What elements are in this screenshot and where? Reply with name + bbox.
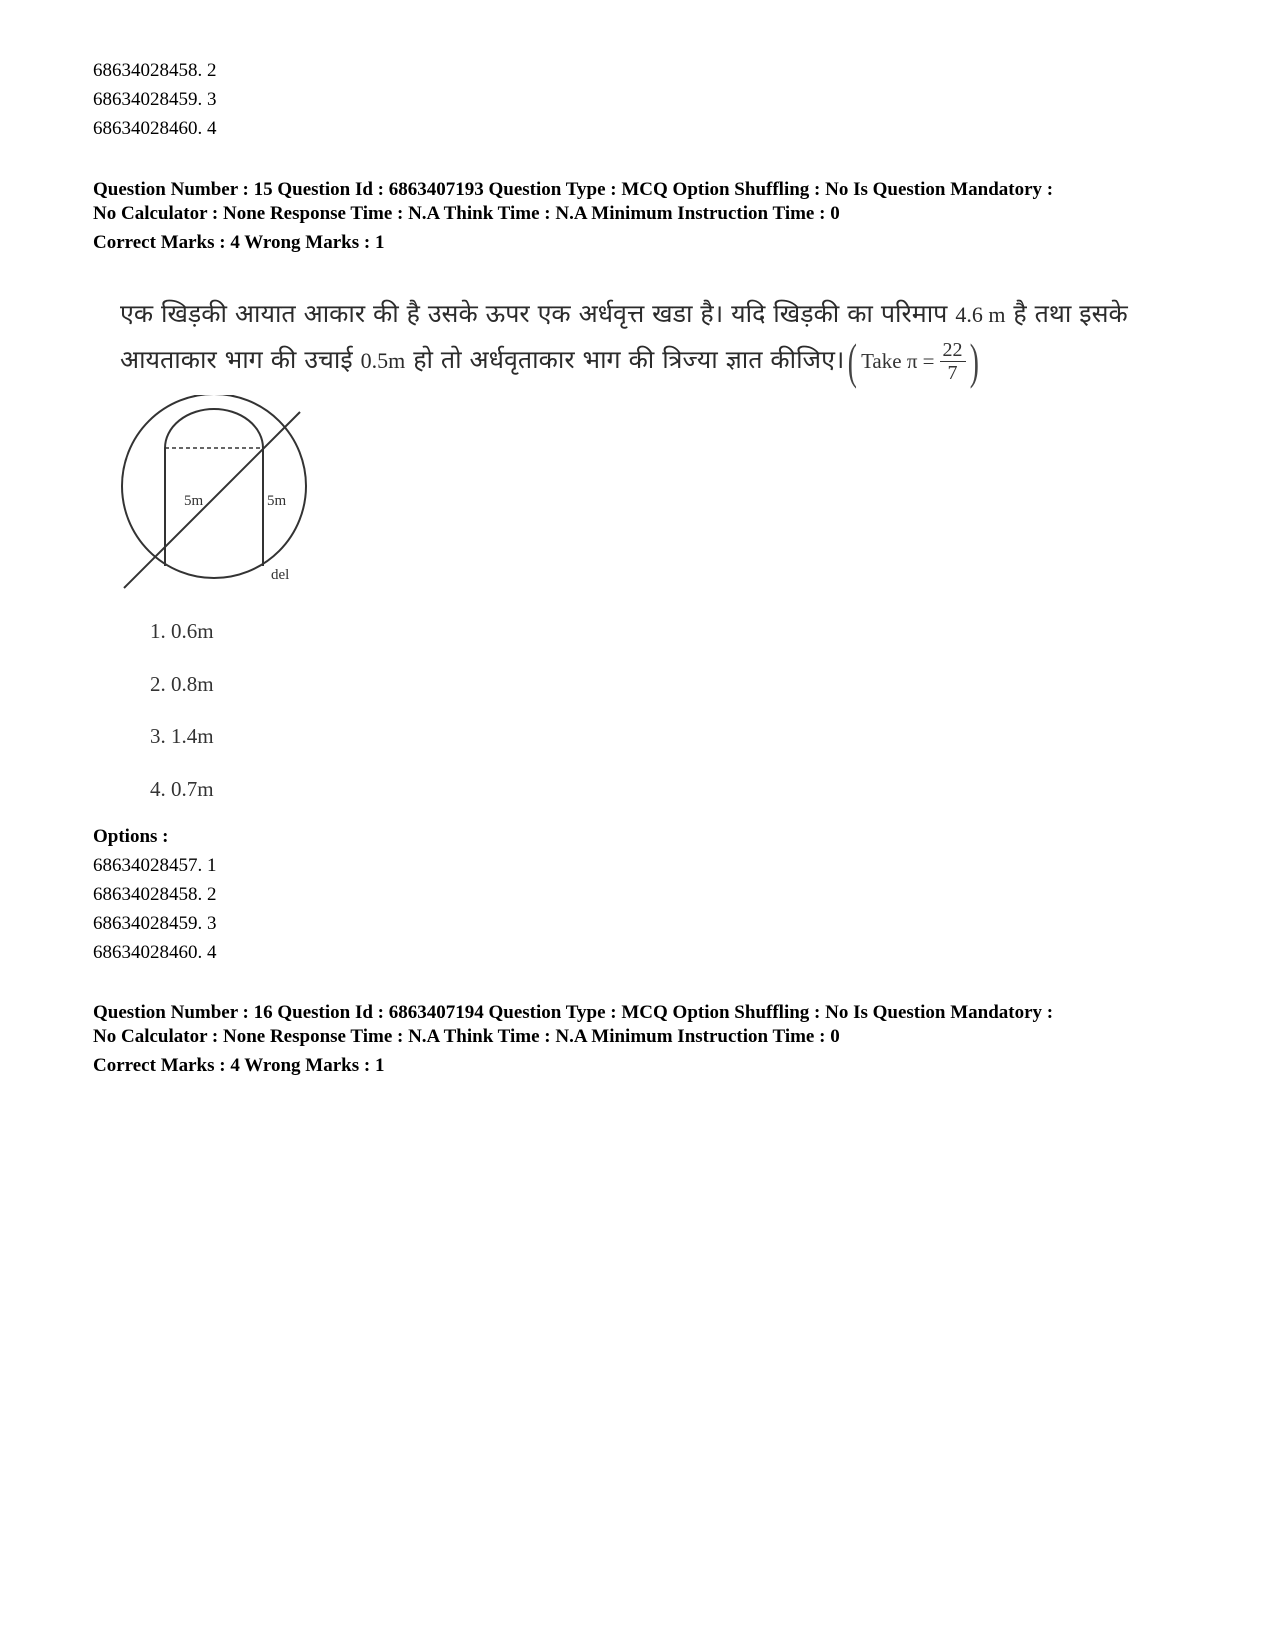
- question-text-part: है तथा इसके: [1013, 299, 1128, 328]
- label-5m-left: 5m: [184, 493, 204, 509]
- option-item: 68634028458. 2: [93, 60, 217, 81]
- question-15-options-list: [93, 851, 217, 967]
- pi-denominator: 7: [947, 361, 958, 384]
- previous-options-list: [93, 56, 217, 143]
- label-5m-right: 5m: [267, 493, 287, 509]
- question-text-part: हो तो अर्धवृताकार भाग की त्रिज्या ज्ञात कीजिए।: [413, 345, 845, 374]
- answer-choice: 3. 1.4m: [150, 724, 214, 748]
- question-marks: Correct Marks : 4 Wrong Marks : 1: [93, 232, 385, 253]
- option-item: 68634028459. 3: [93, 913, 217, 934]
- option-item: 68634028458. 2: [93, 884, 217, 905]
- height-value: 0.5m: [360, 348, 406, 373]
- question-15-text: [120, 293, 1180, 389]
- pi-numerator: 22: [942, 338, 963, 361]
- option-item: 68634028460. 4: [93, 118, 217, 139]
- perimeter-value: 4.6 m: [955, 302, 1006, 327]
- take-pi-label: Take π =: [861, 349, 935, 373]
- label-del: del: [271, 567, 290, 583]
- question-16-header: [93, 1001, 1223, 1078]
- question-meta-line2: No Calculator : None Response Time : N.A Think Time : N.A Minimum Instruction Time : 0: [93, 203, 840, 224]
- options-label: Options :: [93, 826, 169, 847]
- option-item: 68634028460. 4: [93, 942, 217, 963]
- question-text-part: आयताकार भाग की उचाई: [120, 345, 353, 374]
- answer-choices: [150, 618, 214, 828]
- question-meta-line1: Question Number : 15 Question Id : 6863407193 Question Type : MCQ Option Shuffling : No Is Question Mandatory :: [93, 179, 1054, 200]
- question-text-part: एक खिड़की आयात आकार की है उसके ऊपर एक अर्धवृत्त खडा है। यदि खिड़की का परिमाप: [120, 299, 948, 328]
- question-meta-line1: Question Number : 16 Question Id : 6863407194 Question Type : MCQ Option Shuffling : No Is Question Mandatory :: [93, 1002, 1054, 1023]
- left-paren: (: [848, 333, 858, 389]
- question-text-line1: [120, 293, 1180, 336]
- option-item: 68634028459. 3: [93, 89, 217, 110]
- question-meta-line2: No Calculator : None Response Time : N.A Think Time : N.A Minimum Instruction Time : 0: [93, 1026, 840, 1047]
- answer-choice: 4. 0.7m: [150, 776, 214, 801]
- pi-fraction: [940, 339, 966, 384]
- outer-circle: [122, 395, 306, 578]
- answer-choice: 2. 0.8m: [150, 671, 214, 696]
- window-diagram: [118, 395, 318, 600]
- question-text-line2: [120, 333, 1180, 389]
- option-item: 68634028457. 1: [93, 855, 217, 876]
- question-marks: Correct Marks : 4 Wrong Marks : 1: [93, 1055, 385, 1076]
- pi-expression: [844, 333, 982, 389]
- answer-choice: 1. 0.6m: [150, 619, 214, 643]
- right-paren: ): [969, 333, 979, 389]
- semicircle-arc: [165, 409, 263, 448]
- question-15-header: [93, 178, 1223, 255]
